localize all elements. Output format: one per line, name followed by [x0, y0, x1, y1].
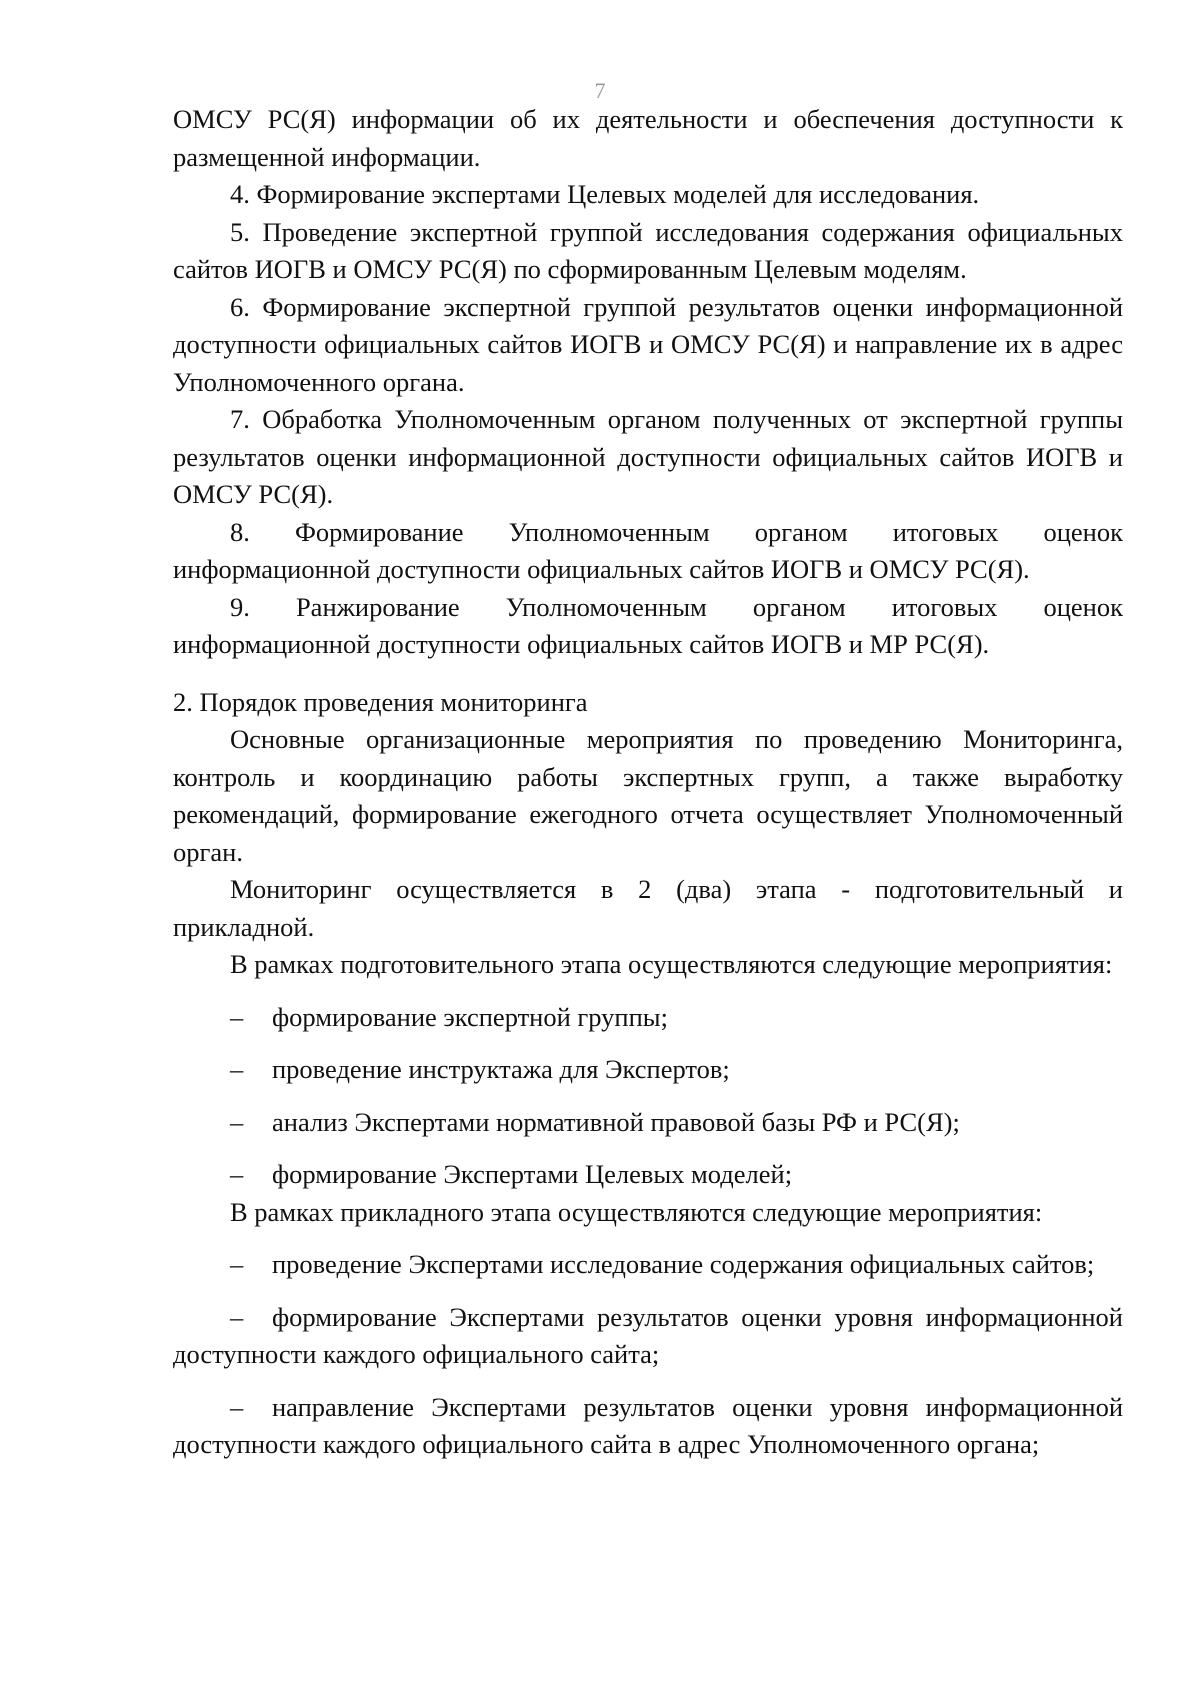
applied-item-text: проведение Экспертами исследование содержания официальных сайтов; — [272, 1249, 1095, 1279]
section-heading: 2. Порядок проведения мониторинга — [173, 686, 588, 717]
preparatory-list-item — [173, 1104, 1123, 1142]
numbered-item-4: 4. Формирование экспертами Целевых моделей для исследования. — [230, 179, 980, 209]
numbered-item-8: 8. Формирование Уполномоченным органом итоговых оценок информационной доступности официальных сайтов ИОГВ и ОМСУ РС(Я). — [173, 516, 1123, 584]
dash-bullet: – — [230, 1054, 244, 1084]
applied-intro: В рамках прикладного этапа осуществляются следующие мероприятия: — [230, 1196, 1043, 1227]
dash-bullet: – — [230, 1159, 244, 1189]
dash-bullet: – — [230, 1249, 244, 1279]
dash-bullet: – — [230, 1106, 244, 1137]
preparatory-list-item — [173, 999, 1123, 1037]
section-paragraph-2: Мониторинг осуществляется в 2 (два) этапа - подготовительный и прикладной. — [173, 874, 1123, 942]
applied-item-text: направление Экспертами результатов оценки уровня информационной доступности каждого официального сайта в адрес Уполномоченного органа; — [173, 1391, 1123, 1459]
intro-continuation: ОМСУ РС(Я) информации об их деятельности и обеспечения доступности к размещенной информации. — [173, 104, 1123, 172]
preparatory-item-text: проведение инструктажа для Экспертов; — [272, 1054, 730, 1084]
section-paragraph-3: В рамках подготовительного этапа осуществляются следующие мероприятия: — [230, 949, 1113, 979]
numbered-item-9: 9. Ранжирование Уполномоченным органом итоговых оценок информационной доступности официальных сайтов ИОГВ и МР РС(Я). — [173, 591, 1123, 659]
applied-list-item — [173, 1299, 1123, 1374]
numbered-item-7: 7. Обработка Уполномоченным органом полученных от экспертной группы результатов оценки информационной доступности официальных сайтов ИОГВ и ОМСУ РС(Я). — [173, 404, 1123, 509]
preparatory-item-text: формирование экспертной группы; — [272, 1001, 668, 1032]
section-paragraph-1: Основные организационные мероприятия по проведению Мониторинга, контроль и координацию работы экспертных групп, а также выработку рекомендаций, формирование ежегодного отчета осуществляет Уполномоченный орган. — [173, 724, 1123, 867]
document-body — [173, 101, 1123, 1464]
page-number: 7 — [594, 78, 606, 103]
applied-list-item — [173, 1389, 1123, 1464]
dash-bullet: – — [230, 1301, 244, 1332]
applied-list-item — [173, 1246, 1123, 1284]
preparatory-item-text: анализ Экспертами нормативной правовой базы РФ и РС(Я); — [272, 1106, 960, 1137]
numbered-item-5: 5. Проведение экспертной группой исследования содержания официальных сайтов ИОГВ и ОМСУ РС(Я) по сформированным Целевым моделям. — [173, 216, 1123, 284]
preparatory-list-item — [173, 1156, 1123, 1194]
dash-bullet: – — [230, 1001, 244, 1032]
numbered-item-6: 6. Формирование экспертной группой результатов оценки информационной доступности официальных сайтов ИОГВ и ОМСУ РС(Я) и направление их в адрес Уполномоченного органа. — [173, 291, 1123, 397]
applied-item-text: формирование Экспертами результатов оценки уровня информационной доступности каждого официального сайта; — [173, 1301, 1123, 1369]
preparatory-item-text: формирование Экспертами Целевых моделей; — [272, 1159, 793, 1189]
preparatory-list-item — [173, 1051, 1123, 1089]
dash-bullet: – — [230, 1391, 244, 1422]
